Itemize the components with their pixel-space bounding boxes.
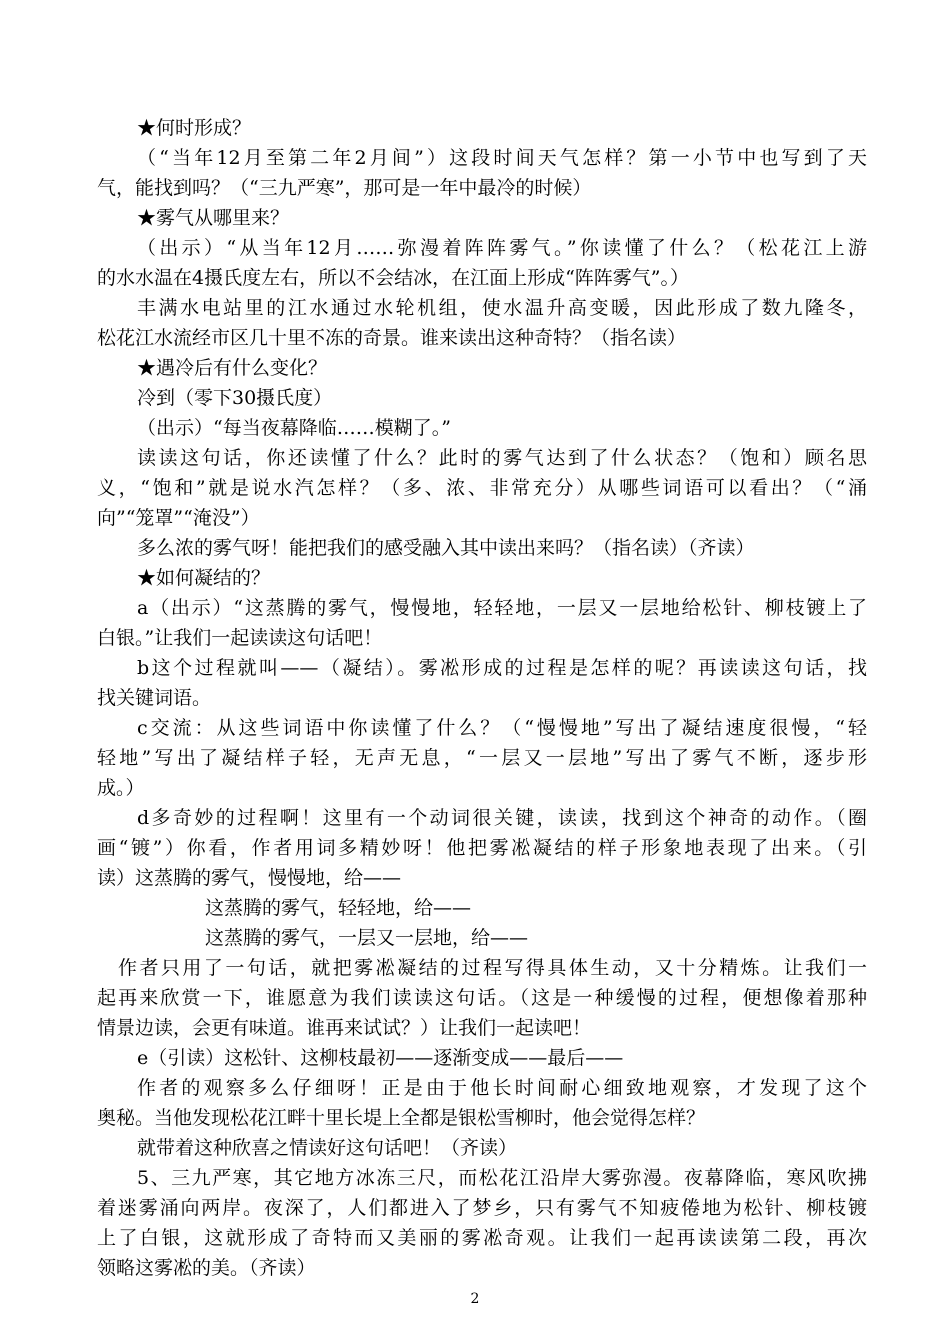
text-line: 松花江水流经市区几十里不冻的奇景。谁来读出这种奇特？（指名读） [97,327,687,349]
heading-cold-change: ★遇冷后有什么变化？ [137,357,328,379]
heading-when-formed: ★何时形成？ [137,117,252,139]
text-line-indented: 这蒸腾的雾气，一层又一层地，给—— [205,927,529,949]
text-line: a（出示）“这蒸腾的雾气，慢慢地，轻轻地，一层又一层地给松针、柳枝镀上了 [137,597,867,619]
text-line: 义，“饱和”就是说水汽怎样？（多、浓、非常充分）从哪些词语可以看出？（“涌 [97,477,867,499]
heading-fog-origin: ★雾气从哪里来？ [137,207,290,229]
text-line: 冷到（零下30摄氏度） [137,387,333,409]
text-line: 读）这蒸腾的雾气，慢慢地，给—— [97,867,402,889]
text-line: 5、三九严寒，其它地方冰冻三尺，而松花江沿岸大雾弥漫。夜幕降临，寒风吹拂 [137,1167,867,1189]
text-line: b这个过程就叫——（凝结）。雾凇形成的过程是怎样的呢？再读读这句话，找 [137,657,867,679]
text-line: e（引读）这松针、这柳枝最初——逐渐变成——最后—— [137,1047,624,1069]
text-line: 画“镀”）你看，作者用词多精妙呀！他把雾凇凝结的样子形象地表现了出来。（引 [97,837,867,859]
text-line: 白银。”让我们一起读读这句话吧！ [97,627,383,649]
text-line: c交流：从这些词语中你读懂了什么？（“慢慢地”写出了凝结速度很慢，“轻 [137,717,867,739]
text-line: 丰满水电站里的江水通过水轮机组，使水温升高变暖，因此形成了数九隆冬， [137,297,867,319]
page-number: 2 [470,1291,480,1307]
text-line: 情景边读，会更有味道。谁再来试试？）让我们一起读吧！ [97,1017,592,1039]
text-line: 作者只用了一句话，就把雾凇凝结的过程写得具体生动，又十分精炼。让我们一 [118,957,867,979]
text-line: 成。） [97,777,145,799]
text-line: 向”“笼罩”“淹没”） [97,507,260,529]
text-line: 领略这雾凇的美。（齐读） [97,1257,316,1279]
text-line: （出示）“从当年12月……弥漫着阵阵雾气。”你读懂了什么？（松花江上游 [137,237,867,259]
text-line: 着迷雾涌向两岸。夜深了，人们都进入了梦乡，只有雾气不知疲倦地为松针、柳枝镀 [97,1197,867,1219]
text-line: 多么浓的雾气呀！能把我们的感受融入其中读出来吗？（指名读）（齐读） [137,537,755,559]
text-line: 的水水温在4摄氏度左右，所以不会结冰，在江面上形成“阵阵雾气”。） [97,267,690,289]
text-line: 上了白银，这就形成了奇特而又美丽的雾凇奇观。让我们一起再读读第二段，再次 [97,1227,867,1249]
text-line: 气，能找到吗？（“三九严寒”，那可是一年中最冷的时候） [97,177,592,199]
text-line: （“当年12月至第二年2月间”）这段时间天气怎样？第一小节中也写到了天 [137,147,867,169]
text-line: d多奇妙的过程啊！这里有一个动词很关键，读读，找到这个神奇的动作。（圈 [137,807,867,829]
text-line: 作者的观察多么仔细呀！正是由于他长时间耐心细致地观察，才发现了这个 [137,1077,867,1099]
text-line: 轻地”写出了凝结样子轻，无声无息，“一层又一层地”写出了雾气不断，逐步形 [97,747,867,769]
text-line: 奥秘。当他发现松花江畔十里长堤上全都是银松雪柳时，他会觉得怎样？ [97,1107,706,1129]
text-line: 读读这句话，你还读懂了什么？此时的雾气达到了什么状态？（饱和）顾名思 [137,447,867,469]
text-line: 起再来欣赏一下，谁愿意为我们读读这句话。（这是一种缓慢的过程，便想像着那种 [97,987,867,1009]
text-line: 找关键词语。 [97,687,212,709]
text-line: 就带着这种欣喜之情读好这句话吧！（齐读） [137,1137,518,1159]
heading-how-condensed: ★如何凝结的？ [137,567,271,589]
text-line-indented: 这蒸腾的雾气，轻轻地，给—— [205,897,472,919]
text-line: （出示）“每当夜幕降临……模糊了。” [137,417,451,439]
